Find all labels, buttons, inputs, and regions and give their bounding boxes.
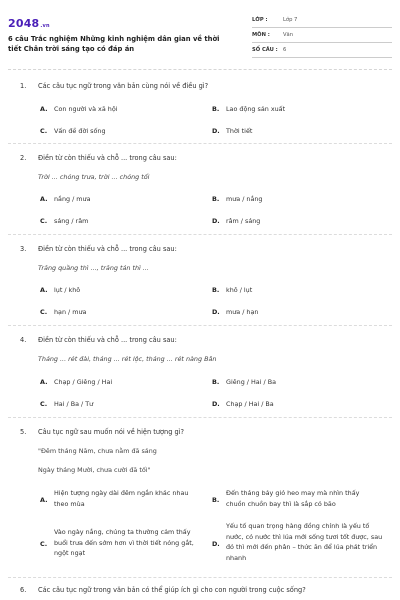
question-text: Các câu tục ngữ trong văn bản cùng nói về điều gì?	[38, 82, 209, 90]
option-text: Giêng / Hai / Ba	[226, 378, 276, 386]
option-text: Vào ngày nắng, chúng ta thường cảm thấy buổi trưa đến sớm hơn vì thời tiết nóng gắt, ngột ngạt	[54, 528, 194, 557]
site-logo[interactable]	[8, 17, 50, 30]
meta-label: LỚP :	[252, 17, 268, 23]
option-letter: C.	[40, 540, 48, 548]
question-text: Điền từ còn thiếu và chỗ ... trong câu sau:	[38, 336, 177, 344]
question-prompt: Trăng quầng thì ..., trăng tán thì ...	[38, 264, 149, 272]
meta-value: 6	[283, 47, 287, 53]
question-number: 5.	[20, 428, 27, 436]
question-separator	[8, 417, 392, 418]
question-text: Các câu tục ngữ trong văn bản có thể giúp ích gì cho con người trong cuộc sống?	[38, 586, 306, 594]
question-prompt-line-2: Ngày tháng Mười, chưa cười đã tối"	[38, 466, 151, 474]
option-letter: C.	[40, 400, 48, 408]
meta-row-subject	[252, 28, 392, 43]
option-text: lụt / khô	[54, 286, 81, 294]
option-letter: A.	[40, 378, 48, 386]
question-separator	[8, 234, 392, 235]
option-letter: B.	[212, 378, 220, 386]
header-divider	[8, 69, 392, 70]
meta-value: Văn	[283, 32, 294, 38]
option-letter: D.	[212, 127, 220, 135]
option-text: Chạp / Hai / Ba	[226, 400, 274, 408]
question-prompt: Tháng ... rét đài, tháng ... rét lộc, tháng ... rét nàng Bân	[38, 355, 217, 363]
meta-table	[252, 13, 392, 58]
question-text: Câu tục ngữ sau muốn nói về hiện tượng gì?	[38, 428, 185, 436]
option-text: Lao động sản xuất	[226, 105, 286, 113]
option-text: hạn / mưa	[54, 308, 87, 316]
question-number: 3.	[20, 245, 27, 253]
option-text: râm / sáng	[226, 217, 261, 225]
option-text: Hiện tượng ngày dài đêm ngắn khác nhau theo mùa	[54, 489, 189, 508]
option-letter: A.	[40, 496, 48, 504]
option-letter: A.	[40, 105, 48, 113]
option-text: Chạp / Giêng / Hai	[54, 378, 113, 386]
question-number: 6.	[20, 586, 27, 594]
option-letter: D.	[212, 400, 220, 408]
option-letter: B.	[212, 105, 220, 113]
option-text: Đến tháng bảy gió heo may mà nhìn thấy chuồn chuồn bay thì là sắp có bão	[226, 489, 360, 508]
meta-value: Lớp 7	[283, 17, 298, 23]
meta-label: SỐ CÂU :	[252, 47, 278, 53]
option-letter: D.	[212, 540, 220, 548]
logo-tld: .vn	[40, 23, 50, 29]
option-text: Hai / Ba / Tư	[54, 400, 94, 408]
option-letter: A.	[40, 195, 48, 203]
question-separator	[8, 325, 392, 326]
question-number: 4.	[20, 336, 27, 344]
option-text: Thời tiết	[226, 127, 253, 135]
meta-row-grade	[252, 13, 392, 28]
logo-text: 2048	[8, 17, 40, 30]
question-text: Điền từ còn thiếu và chỗ ... trong câu sau:	[38, 245, 177, 253]
question-number: 2.	[20, 154, 27, 162]
question-prompt-line-1: "Đêm tháng Năm, chưa nằm đã sáng	[38, 447, 157, 455]
meta-row-count	[252, 43, 392, 58]
option-text: mưa / hạn	[226, 308, 259, 316]
option-letter: C.	[40, 217, 48, 225]
question-number: 1.	[20, 82, 27, 90]
question-prompt: Trời ... chóng trưa, trời ... chóng tối	[38, 173, 150, 181]
option-letter: B.	[212, 496, 220, 504]
page-header	[0, 0, 400, 66]
option-text: nắng / mưa	[54, 195, 91, 203]
option-text: Con người và xã hội	[54, 105, 118, 113]
meta-label: MÔN :	[252, 32, 270, 38]
document-title: 6 câu Trắc nghiệm Những kinh nghiệm dân gian về thời tiết Chân trời sáng tạo có đáp án	[8, 35, 220, 53]
option-text: mưa / nắng	[226, 195, 263, 203]
option-letter: C.	[40, 308, 48, 316]
question-text: Điền từ còn thiếu và chỗ ... trong câu sau:	[38, 154, 177, 162]
option-letter: D.	[212, 217, 220, 225]
option-letter: B.	[212, 195, 220, 203]
option-text: Yếu tố quan trọng hàng đồng chính là yếu tố nước, có nước thì lúa mới sống tươi tốt được, sau đó thì mới đến phân – thức ăn để lúa phát triển nhanh	[226, 522, 383, 562]
option-letter: D.	[212, 308, 220, 316]
question-separator	[8, 143, 392, 144]
option-text: sáng / râm	[54, 217, 89, 225]
option-text: Vấn đề đời sống	[54, 127, 106, 135]
option-letter: B.	[212, 286, 220, 294]
question-separator	[8, 577, 392, 578]
option-letter: A.	[40, 286, 48, 294]
option-letter: C.	[40, 127, 48, 135]
option-text: khô / lụt	[226, 286, 253, 294]
